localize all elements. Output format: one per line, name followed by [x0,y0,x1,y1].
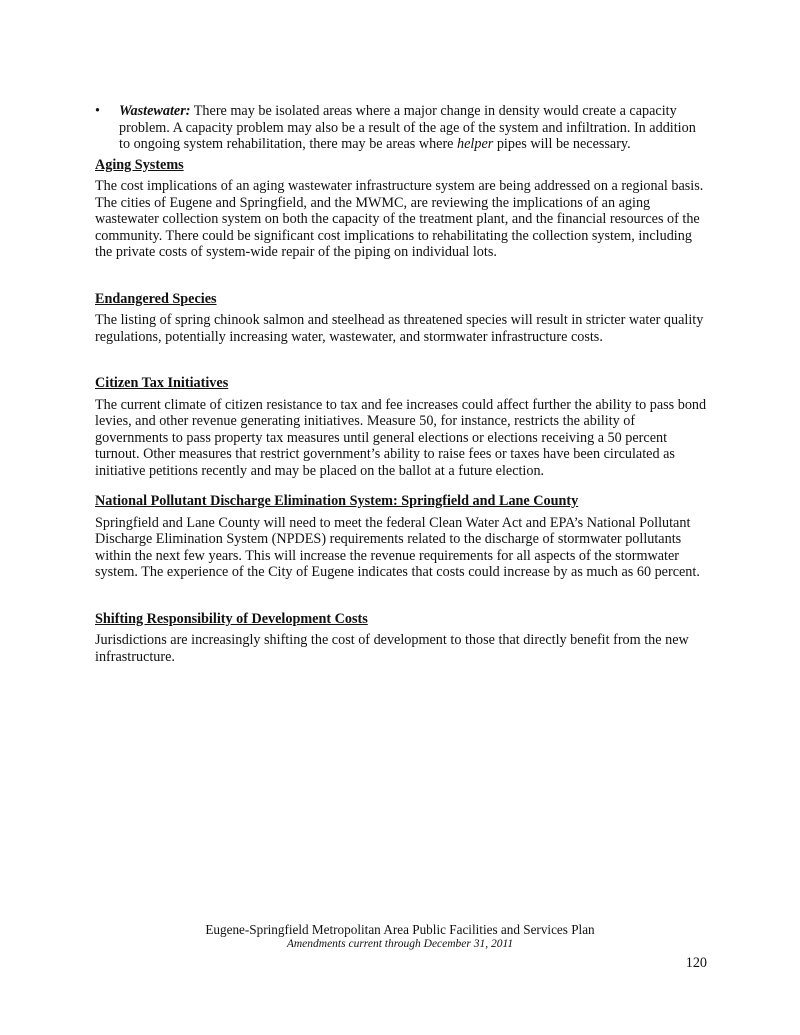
section-paragraph: Jurisdictions are increasingly shifting the cost of development to those that directly benefit from the new infrastructure. [95,632,689,665]
section-shifting-responsibility [95,611,707,666]
page-content [95,103,707,665]
bullet-lead-term: Wastewater: [119,103,191,119]
section-paragraph: The listing of spring chinook salmon and steelhead as threatened species will result in stricter water quality regulations, potentially increasing water, wastewater, and stormwater infrastructure costs. [95,312,704,345]
bullet-item-wastewater [95,103,707,153]
section-endangered-species [95,291,707,346]
section-heading: Shifting Responsibility of Development Costs [95,610,368,627]
bullet-symbol: • [95,103,100,119]
footer-subtitle: Amendments current through December 31, 2011 [286,938,514,950]
section-heading: Aging Systems [95,156,184,173]
section-heading: National Pollutant Discharge Elimination System: Springfield and Lane County [95,493,579,509]
section-heading: Citizen Tax Initiatives [95,375,229,391]
bullet-emphasis: helper [457,136,494,152]
footer-title: Eugene-Springfield Metropolitan Area Public Facilities and Services Plan [205,922,595,937]
section-paragraph: Springfield and Lane County will need to meet the federal Clean Water Act and EPA’s National Pollutant Discharge Elimination System (NPDES) requirements related to the discharge of stormwater pollutants within the next few years. This will increase the revenue requirements for all aspects of the stormwater system. The experience of the City of Eugene indicates that costs could increase by as much as 60 percent. [95,514,700,580]
section-heading: Endangered Species [95,290,217,307]
section-paragraph: The current climate of citizen resistance to tax and fee increases could affect further the ability to pass bond levies, and other revenue generating initiatives. Measure 50, for instance, restricts the ability of governments to pass property tax measures until general elections or elections receiving a 50 percent turnout. Other measures that restrict government’s ability to raise fees or taxes have been circulated as initiative petitions recently and may be placed on the ballot at a future election. [95,396,707,479]
page-number: 120 [685,955,707,971]
section-aging-systems [95,157,707,261]
bullet-text-after: pipes will be necessary. [493,136,631,152]
bullet-text-before: There may be isolated areas where a major change in density would create a capacity problem. A capacity problem may also be a result of the age of the system and infiltration. In addition to ongoing system rehabilitation, there may be areas where [119,103,696,152]
section-npdes [95,493,707,581]
section-citizen-tax-initiatives [95,375,707,479]
section-paragraph: The cost implications of an aging wastewater infrastructure system are being addressed on a regional basis. The cities of Eugene and Springfield, and the MWMC, are reviewing the implications of an aging wastewater collection system on both the capacity of the treatment plant, and the financial resources of the community. There could be significant cost implications to rehabilitating the collection system, including the private costs of system-wide repair of the piping on individual lots. [95,178,704,260]
